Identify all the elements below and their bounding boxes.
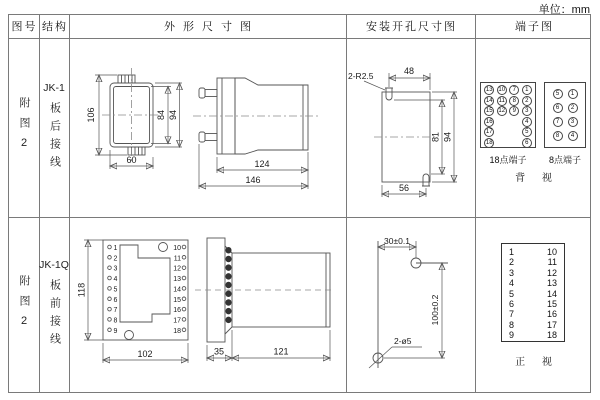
terminal-number: 6 [509,299,515,310]
row1-terminal-cell [475,38,592,217]
svg-text:6: 6 [113,296,118,304]
row2-fig-cell [8,217,39,393]
terminal-row [509,268,557,278]
terminal-stud [199,132,217,142]
terminal-pin: 3 [522,106,532,116]
row1-fig-cell [8,38,39,217]
row2-model-label: JK-1Q [39,259,69,271]
row2-mounting-drawing [346,217,475,393]
terminal-number: 4 [509,278,515,289]
row2-fig-label: 附图2 [18,274,30,336]
dim-48 [389,66,430,90]
svg-text:16: 16 [173,307,181,315]
svg-text:124: 124 [254,159,270,169]
terminal-pin: 12 [498,108,506,115]
svg-text:7: 7 [113,307,118,315]
terminal-pin: 15 [485,108,493,115]
top-connector [118,75,135,83]
row1-model-label: JK-1 [43,81,65,94]
terminal-row [509,289,557,299]
svg-text:12: 12 [173,265,181,273]
terminal-pin: 7 [553,117,563,127]
terminal-row [509,278,557,288]
row1-fig-label: 附图2 [18,97,30,158]
terminal-pin: 6 [553,103,563,113]
svg-text:1: 1 [113,245,118,252]
svg-text:3: 3 [113,265,118,273]
terminal-pin: 13 [485,87,493,93]
unit-label: 单位：mm [538,4,590,16]
svg-text:9: 9 [113,327,118,335]
svg-text:102: 102 [137,349,153,359]
bottom-slot [422,174,430,186]
terminal-pin: 2 [568,103,578,113]
row2-structure-cell [39,217,69,393]
terminal-number: 17 [546,319,557,330]
terminal-number: 13 [546,278,557,289]
svg-text:106: 106 [86,107,96,123]
row1-structure-cell [39,38,69,217]
front-right-terminals [173,245,186,335]
svg-text:14: 14 [173,286,181,294]
terminal-pin: 17 [485,129,493,136]
svg-text:60: 60 [126,155,137,165]
terminal-stud [199,88,217,98]
terminal-list-box [501,243,565,342]
terminal-pin: 6 [522,138,532,148]
svg-text:18: 18 [173,327,181,335]
bottom-connector [128,147,145,155]
svg-text:2: 2 [113,255,118,263]
terminal-pin: 5 [522,127,532,137]
inner-block-outline [120,245,170,322]
dim-118 [77,240,104,340]
dim-102 [103,343,188,363]
row2-outline-cell [69,217,346,393]
row1-mounting-cell [346,38,475,217]
svg-text:10: 10 [173,245,181,252]
row1-mounting-drawing [346,38,475,217]
header-structure: 结构 [42,21,68,33]
svg-text:84: 84 [156,109,166,121]
terminal-box-18 [480,82,536,148]
dim-121 [232,330,330,361]
terminal-clips [226,247,232,323]
svg-text:100±0.2: 100±0.2 [430,294,440,326]
terminal-number: 18 [546,330,557,341]
terminal-pin: 18 [485,139,493,146]
terminal-number: 10 [546,247,557,257]
svg-text:15: 15 [173,296,181,304]
terminal-pin: 14 [485,97,493,104]
header-fig-no: 图号 [11,21,38,33]
terminal-number: 12 [546,267,557,278]
terminal-number: 15 [546,299,557,310]
mounting-hole [125,331,134,340]
svg-text:11: 11 [173,255,181,263]
terminal-number: 3 [509,267,515,278]
svg-text:118: 118 [76,282,87,298]
dim-30 [378,236,416,258]
terminal-pin: 4 [568,131,578,141]
terminal-pin: 16 [485,118,493,125]
dim-124 [217,152,308,189]
header-outline-dims: 外形尺寸图 [164,21,259,33]
svg-text:94: 94 [168,109,178,121]
terminal-pin: 8 [553,131,563,141]
terminal-row [509,247,557,257]
top-slot [385,88,393,100]
row1-view-label: 背 视 [515,173,559,184]
terminal-8-label: 8点端子 [548,155,581,165]
terminal-pin: 2 [522,96,532,106]
slot-radius-label: 2-R2.5 [348,71,374,81]
terminal-pin: 10 [498,87,506,93]
row2-terminal-cell [475,217,592,393]
terminal-number: 14 [546,288,557,299]
terminal-pin: 5 [553,89,563,99]
leader-line [364,81,385,90]
row1-outline-drawing [69,38,346,217]
terminal-pin: 9 [509,106,519,116]
row2-view-label: 正 视 [515,357,559,368]
terminal-number: 7 [509,309,515,320]
row1-outline-cell [69,38,346,217]
svg-text:81: 81 [430,131,441,143]
terminal-number: 1 [509,247,515,257]
terminal-number: 11 [547,257,557,268]
terminal-row [509,257,557,267]
terminal-pin: 7 [509,85,519,95]
svg-text:146: 146 [245,175,261,185]
svg-text:4: 4 [113,276,118,283]
row2-wiring-label: 板前接线 [48,279,61,351]
svg-text:5: 5 [113,286,118,294]
terminal-pin: 1 [522,85,532,95]
header-mounting-dims: 安装开孔尺寸图 [366,21,457,33]
row2-mounting-cell [346,217,475,393]
svg-text:13: 13 [173,276,181,283]
front-left-terminals [108,245,118,335]
dim-56 [382,183,426,197]
svg-text:35: 35 [213,346,225,357]
terminal-row [509,330,557,340]
terminal-number: 5 [509,288,515,299]
svg-text:121: 121 [273,346,289,357]
terminal-pin: 3 [568,117,578,127]
row1-wiring-label: 板后接线 [48,101,61,174]
svg-text:30±0.1: 30±0.1 [384,236,410,246]
svg-text:17: 17 [173,317,181,325]
svg-text:8: 8 [113,317,118,325]
terminal-row [509,299,557,309]
svg-text:56: 56 [398,183,410,193]
relay-side-view [195,238,335,342]
terminal-pin: 8 [509,96,519,106]
relay-side-view [193,78,321,154]
terminal-number: 8 [509,319,515,330]
terminal-pin: 1 [568,89,578,99]
terminal-row [509,320,557,330]
terminal-number: 9 [509,330,515,341]
mounting-hole [159,243,168,252]
terminal-row [509,309,557,319]
terminal-number: 16 [546,309,557,320]
terminal-pin: 11 [498,97,505,104]
dim-35 [207,330,232,361]
svg-text:94: 94 [442,131,453,143]
row2-outline-drawing [69,217,346,393]
terminal-18-label: 18点端子 [489,155,527,165]
svg-text:2-ø5: 2-ø5 [394,336,412,346]
terminal-pin: 4 [522,117,532,127]
svg-text:48: 48 [403,66,415,76]
terminal-number: 2 [509,257,515,268]
header-terminal-diagram: 端子图 [515,21,554,33]
terminal-box-8 [544,82,586,148]
